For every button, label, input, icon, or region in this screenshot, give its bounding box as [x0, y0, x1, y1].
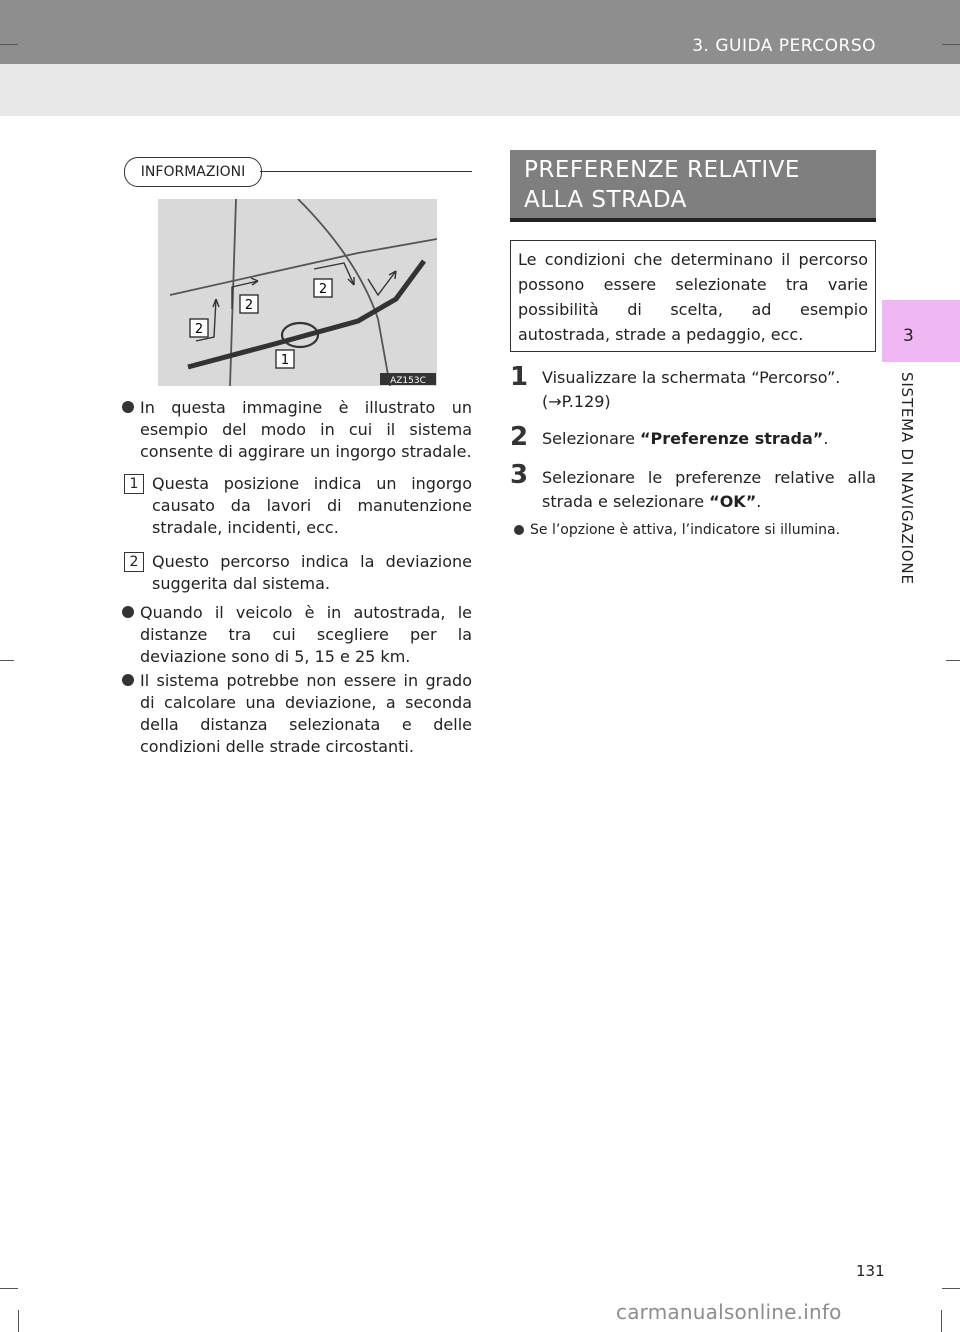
header-band [0, 0, 960, 64]
figure-callout [314, 279, 332, 297]
chapter-number: 3 [903, 326, 914, 346]
item-number-box: 1 [124, 474, 144, 494]
ui-option-label: “OK” [709, 492, 757, 511]
info-bullet-text: In questa immagine è illustrato un esempio del modo in cui il sistema consente di aggirare un ingorgo stradale. [140, 398, 472, 461]
info-bullet-text: Il sistema potrebbe non essere in grado di calcolare una deviazione, a seconda della distanza selezionata e delle condizioni delle strade circostanti. [140, 671, 472, 756]
crop-mark [946, 660, 960, 661]
step-note [530, 520, 876, 540]
figure-code: AZ153C [390, 376, 426, 386]
info-item-text: Questa posizione indica un ingorgo causato da lavori di manutenzione stradale, incidenti, ecc. [152, 474, 472, 537]
step-text [542, 366, 876, 414]
svg-text:2: 2 [318, 282, 328, 297]
crop-mark [0, 44, 18, 45]
page-number: 131 [856, 1262, 885, 1280]
step-number: 3 [510, 460, 529, 490]
svg-text:2: 2 [244, 298, 254, 313]
info-tag: INFORMAZIONI [124, 157, 262, 187]
crop-mark [18, 1310, 19, 1332]
svg-text:2: 2 [194, 322, 204, 337]
crop-mark [941, 1310, 942, 1332]
bullet-icon [514, 525, 524, 535]
step-label: Visualizzare la schermata “Percorso”. [542, 368, 841, 387]
chapter-tab [882, 300, 960, 362]
step-text: Selezionare “Preferenze strada”. [542, 429, 829, 448]
page-reference: (→P.129) [542, 392, 611, 411]
figure-callout [276, 350, 294, 368]
chapter-label: SISTEMA DI NAVIGAZIONE [898, 372, 916, 585]
info-bullet [140, 397, 472, 463]
crop-mark [942, 44, 960, 45]
note-text: Se l’opzione è attiva, l’indicatore si illumina. [530, 522, 841, 538]
figure-callout [190, 319, 208, 337]
bullet-icon [122, 401, 134, 413]
section-title: 3. GUIDA PERCORSO [692, 36, 876, 56]
info-divider [260, 171, 472, 172]
bullet-icon [122, 674, 134, 686]
step-number: 1 [510, 362, 529, 392]
info-bullet [140, 670, 472, 758]
info-bullet-text: Quando il veicolo è in autostrada, le distanze tra cui scegliere per la deviazione sono di 5, 15 e 25 km. [140, 603, 472, 666]
figure-callout [240, 295, 258, 313]
info-item-text: Questo percorso indica la deviazione suggerita dal sistema. [152, 552, 472, 593]
ui-option-label: “Preferenze strada” [640, 429, 824, 448]
crop-mark [0, 1288, 18, 1289]
item-number-box: 2 [124, 552, 144, 572]
crop-mark [0, 660, 14, 661]
header-subband [0, 64, 960, 116]
bullet-icon [122, 606, 134, 618]
crop-mark [942, 1288, 960, 1289]
watermark: carmanualsonline.info [616, 1300, 842, 1324]
svg-text:1: 1 [280, 353, 290, 368]
section-intro: Le condizioni che determinano il percorso possono essere selezionate tra varie possibilità di scelta, ad esempio autostrada, strade a pedaggio, ecc. [510, 240, 876, 352]
step-text: Selezionare le preferenze relative alla strada e selezionare “OK”. [542, 468, 876, 511]
step-number: 2 [510, 422, 529, 452]
info-bullet [140, 602, 472, 668]
section-heading: PREFERENZE RELATIVE ALLA STRADA [510, 150, 876, 222]
detour-map-figure [158, 199, 437, 386]
